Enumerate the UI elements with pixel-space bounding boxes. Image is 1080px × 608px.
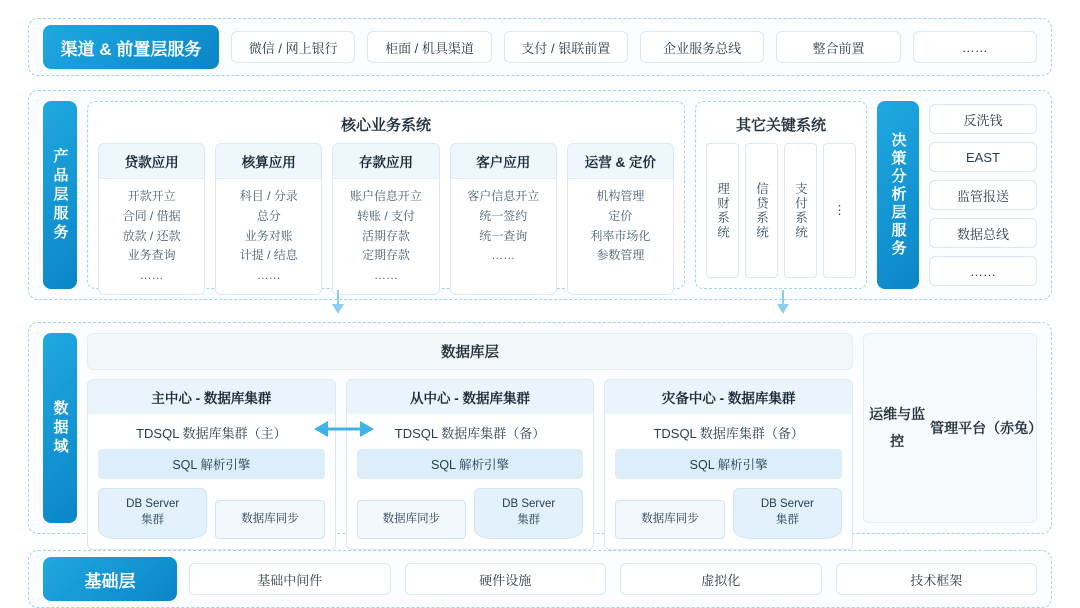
db-bottom-row <box>615 488 842 539</box>
core-column-loan[interactable] <box>98 143 205 295</box>
db-server-cluster: DB Server 集群 <box>98 488 207 539</box>
db-center-head: 从中心 - 数据库集群 <box>347 380 594 414</box>
db-sync: 数据库同步 <box>215 500 324 540</box>
db-center-disaster-recovery[interactable] <box>604 379 853 550</box>
db-center-body <box>88 414 335 549</box>
channel-item[interactable]: 柜面 / 机具渠道 <box>367 31 491 63</box>
decision-items <box>929 101 1037 289</box>
core-column-body: 客户信息开立 统一签约 统一查询 …… <box>467 189 540 263</box>
db-bottom-row <box>98 488 325 539</box>
channel-items <box>231 31 1037 63</box>
core-business-system <box>87 101 685 289</box>
channel-layer-label: 渠道 & 前置层服务 <box>43 25 219 69</box>
sql-engine-bar: SQL 解析引擎 <box>615 449 842 479</box>
core-column-operation-pricing[interactable] <box>567 143 674 295</box>
db-center-head: 灾备中心 - 数据库集群 <box>605 380 852 414</box>
other-column-more[interactable]: ⋮ <box>823 143 856 278</box>
core-column-head: 存款应用 <box>333 144 438 179</box>
other-column-credit[interactable]: 信贷系统 <box>745 143 778 278</box>
core-business-title: 核心业务系统 <box>340 117 431 134</box>
channel-item[interactable]: 企业服务总线 <box>640 31 764 63</box>
channel-item[interactable]: 微信 / 网上银行 <box>231 31 355 63</box>
core-column-head: 核算应用 <box>216 144 321 179</box>
arrow-down-icon <box>330 290 346 316</box>
channel-item[interactable]: 支付 / 银联前置 <box>504 31 628 63</box>
core-column-head: 客户应用 <box>451 144 556 179</box>
db-center-body <box>347 414 594 549</box>
arrow-bidirectional-icon <box>312 418 376 440</box>
decision-item-data-bus[interactable]: 数据总线 <box>929 218 1037 248</box>
channel-item-more[interactable]: …… <box>913 31 1037 63</box>
sql-engine-bar: SQL 解析引擎 <box>357 449 584 479</box>
core-column-head: 贷款应用 <box>99 144 204 179</box>
core-columns <box>98 143 674 295</box>
data-domain-band <box>28 322 1052 534</box>
db-center-primary[interactable] <box>87 379 336 550</box>
core-column-customer[interactable] <box>450 143 557 295</box>
db-server-cluster: DB Server 集群 <box>733 488 842 539</box>
infra-item-virtualization[interactable]: 虚拟化 <box>620 563 822 595</box>
database-layer <box>87 333 853 526</box>
infrastructure-items <box>189 563 1037 595</box>
db-cluster-label: TDSQL 数据库集群（主） <box>136 426 287 441</box>
arrow-down-icon <box>775 290 791 316</box>
core-column-body: 机构管理 定价 利率市场化 参数管理 <box>590 189 651 263</box>
core-column-body: 账户信息开立 转账 / 支付 活期存款 定期存款 …… <box>350 189 423 283</box>
core-column-body: 开款开立 合同 / 借据 放款 / 还款 业务查询 …… <box>122 189 181 283</box>
product-layer-label: 产品层服务 <box>43 101 77 289</box>
other-column-payment[interactable]: 支付系统 <box>784 143 817 278</box>
db-center-head: 主中心 - 数据库集群 <box>88 380 335 414</box>
other-key-systems-title: 其它关键系统 <box>735 117 826 134</box>
database-layer-title: 数据库层 <box>87 333 853 370</box>
decision-item-regulatory-report[interactable]: 监管报送 <box>929 180 1037 210</box>
infra-item-tech-framework[interactable]: 技术框架 <box>836 563 1038 595</box>
db-cluster-label: TDSQL 数据库集群（备） <box>394 426 546 441</box>
database-centers <box>87 379 853 550</box>
data-domain-label: 数据域 <box>43 333 77 523</box>
sql-engine-bar: SQL 解析引擎 <box>98 449 325 479</box>
product-layer-band <box>28 90 1052 300</box>
db-server-cluster: DB Server 集群 <box>474 488 583 539</box>
decision-layer-label: 决策分析层服务 <box>877 101 919 289</box>
channel-item[interactable]: 整合前置 <box>776 31 900 63</box>
core-column-accounting[interactable] <box>215 143 322 295</box>
db-sync: 数据库同步 <box>615 500 724 540</box>
infra-item-hardware[interactable]: 硬件设施 <box>405 563 607 595</box>
core-column-head: 运营 & 定价 <box>568 144 673 179</box>
other-key-columns <box>706 143 856 278</box>
decision-item-more[interactable]: …… <box>929 256 1037 286</box>
other-column-wealth[interactable]: 理财系统 <box>706 143 739 278</box>
db-sync: 数据库同步 <box>357 500 466 540</box>
db-center-secondary[interactable] <box>346 379 595 550</box>
db-cluster-label: TDSQL 数据库集群（备） <box>653 426 804 441</box>
other-key-systems <box>695 101 867 289</box>
core-column-body: 科目 / 分录 总分 业务对账 计提 / 结息 …… <box>239 189 298 283</box>
ops-monitoring-platform: 运维与监控 管理平台（赤兔） <box>863 333 1037 523</box>
decision-item-east[interactable]: EAST <box>929 142 1037 172</box>
infrastructure-layer-label: 基础层 <box>43 557 177 601</box>
decision-item-aml[interactable]: 反洗钱 <box>929 104 1037 134</box>
infra-item-middleware[interactable]: 基础中间件 <box>189 563 391 595</box>
db-bottom-row <box>357 488 584 539</box>
core-column-deposit[interactable] <box>332 143 439 295</box>
db-center-body <box>605 414 852 549</box>
decision-layer-label-wrap <box>877 101 919 289</box>
infrastructure-layer-band <box>28 550 1052 608</box>
channel-layer-band <box>28 18 1052 76</box>
